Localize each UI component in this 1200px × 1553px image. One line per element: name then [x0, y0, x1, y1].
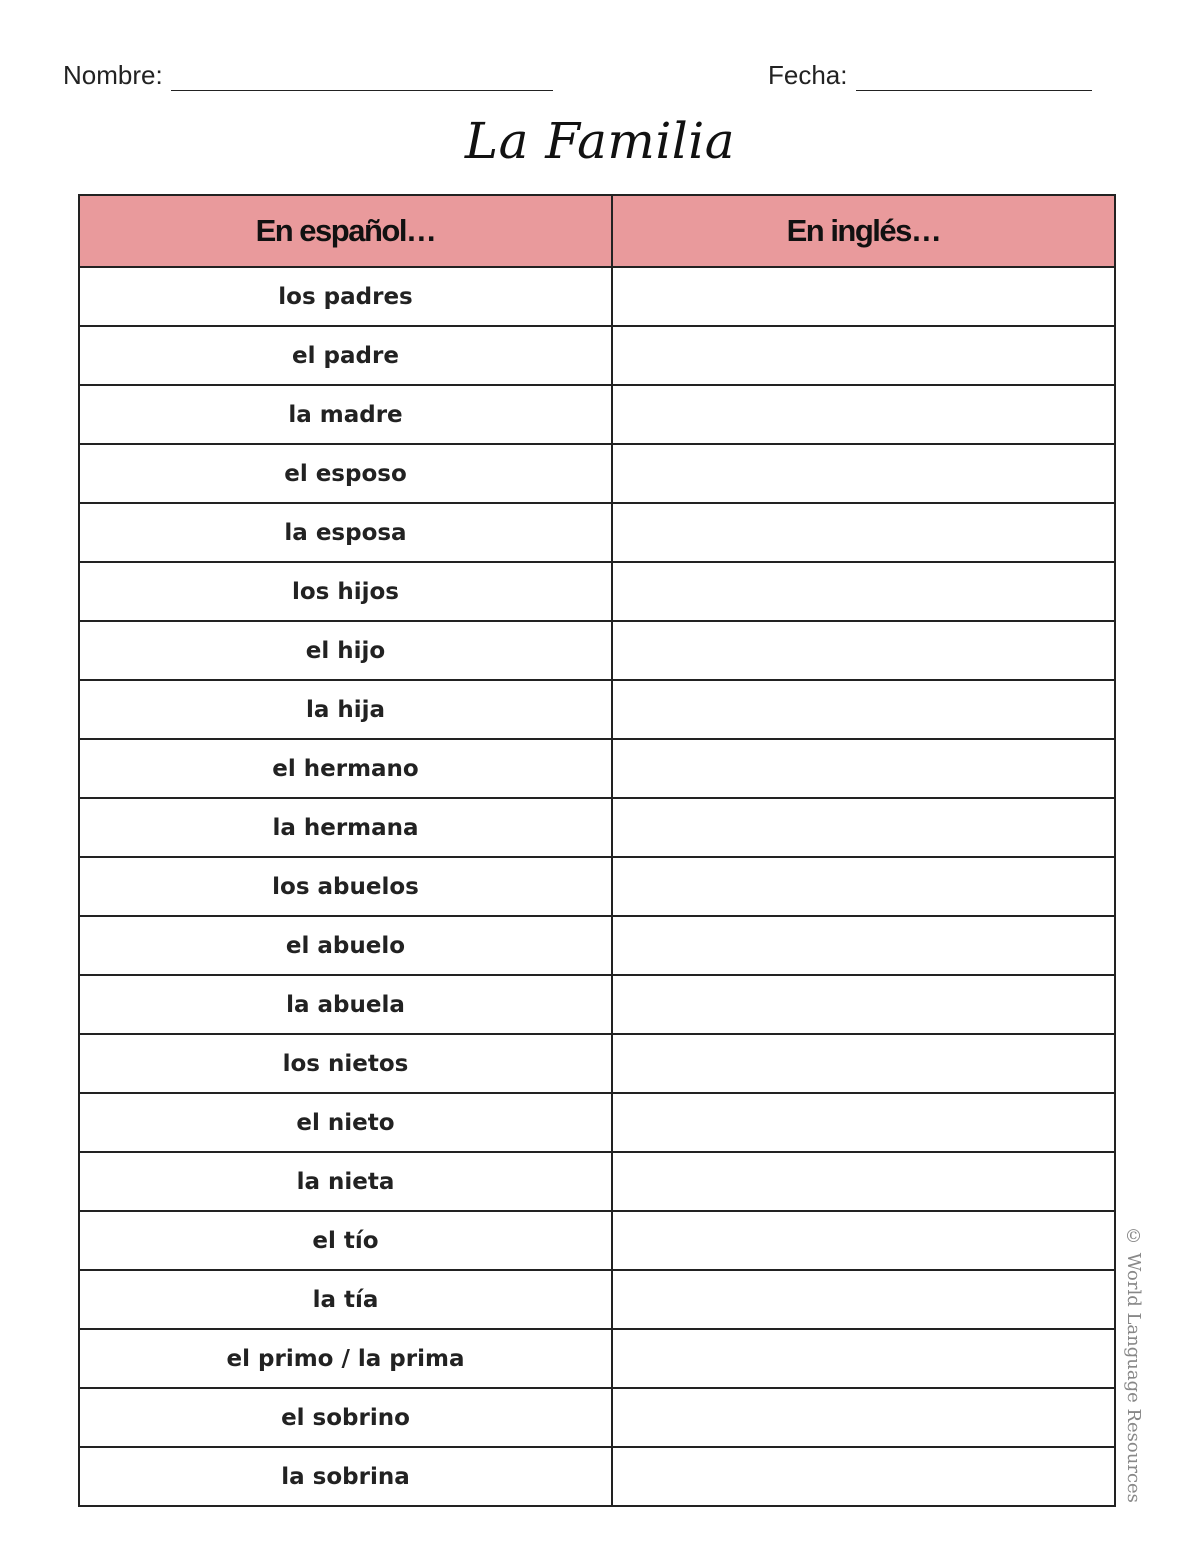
date-field-group — [768, 60, 1092, 91]
table-row — [79, 857, 1115, 916]
table-row — [79, 267, 1115, 326]
table-row — [79, 975, 1115, 1034]
english-answer-cell[interactable] — [612, 857, 1115, 916]
table-row — [79, 503, 1115, 562]
spanish-term-cell: los padres — [79, 267, 612, 326]
english-answer-cell[interactable] — [612, 562, 1115, 621]
table-row — [79, 1270, 1115, 1329]
english-answer-cell[interactable] — [612, 916, 1115, 975]
date-blank-line[interactable] — [856, 60, 1092, 91]
table-row — [79, 562, 1115, 621]
table-row — [79, 680, 1115, 739]
table-row — [79, 1329, 1115, 1388]
spanish-term-cell: la madre — [79, 385, 612, 444]
english-answer-cell[interactable] — [612, 385, 1115, 444]
spanish-term-cell: el sobrino — [79, 1388, 612, 1447]
english-answer-cell[interactable] — [612, 798, 1115, 857]
english-answer-cell[interactable] — [612, 621, 1115, 680]
spanish-term-cell: la hermana — [79, 798, 612, 857]
page-title: La Familia — [464, 112, 736, 170]
table-row — [79, 1152, 1115, 1211]
spanish-term-cell: el tío — [79, 1211, 612, 1270]
spanish-term-cell: los abuelos — [79, 857, 612, 916]
spanish-term-cell: la sobrina — [79, 1447, 612, 1506]
english-answer-cell[interactable] — [612, 1447, 1115, 1506]
spanish-term-cell: el nieto — [79, 1093, 612, 1152]
table-row — [79, 739, 1115, 798]
english-answer-cell[interactable] — [612, 1329, 1115, 1388]
spanish-term-cell: el primo / la prima — [79, 1329, 612, 1388]
english-answer-cell[interactable] — [612, 1152, 1115, 1211]
table-row — [79, 326, 1115, 385]
spanish-term-cell: la esposa — [79, 503, 612, 562]
english-answer-cell[interactable] — [612, 1388, 1115, 1447]
spanish-term-cell: el padre — [79, 326, 612, 385]
spanish-term-cell: el hermano — [79, 739, 612, 798]
english-answer-cell[interactable] — [612, 503, 1115, 562]
english-answer-cell[interactable] — [612, 267, 1115, 326]
name-blank-line[interactable] — [171, 60, 553, 91]
english-answer-cell[interactable] — [612, 680, 1115, 739]
spanish-term-cell: la abuela — [79, 975, 612, 1034]
table-row — [79, 798, 1115, 857]
spanish-term-cell: los nietos — [79, 1034, 612, 1093]
spanish-term-cell: los hijos — [79, 562, 612, 621]
spanish-term-cell: el hijo — [79, 621, 612, 680]
table-row — [79, 1388, 1115, 1447]
table-row — [79, 1034, 1115, 1093]
table-row — [79, 916, 1115, 975]
vocabulary-table — [78, 194, 1116, 1507]
table-row — [79, 444, 1115, 503]
copyright-text: © World Language Resources — [1123, 1226, 1144, 1503]
column-header-spanish: En español… — [79, 195, 612, 267]
spanish-term-cell: la tía — [79, 1270, 612, 1329]
column-header-english: En inglés… — [612, 195, 1115, 267]
name-field-group — [63, 60, 553, 91]
spanish-term-cell: la nieta — [79, 1152, 612, 1211]
name-label: Nombre: — [63, 60, 163, 90]
english-answer-cell[interactable] — [612, 1270, 1115, 1329]
table-row — [79, 385, 1115, 444]
english-answer-cell[interactable] — [612, 326, 1115, 385]
spanish-term-cell: el esposo — [79, 444, 612, 503]
table-row — [79, 1447, 1115, 1506]
spanish-term-cell: el abuelo — [79, 916, 612, 975]
english-answer-cell[interactable] — [612, 1211, 1115, 1270]
english-answer-cell[interactable] — [612, 1034, 1115, 1093]
table-header-row — [79, 195, 1115, 267]
english-answer-cell[interactable] — [612, 739, 1115, 798]
english-answer-cell[interactable] — [612, 975, 1115, 1034]
table-row — [79, 1093, 1115, 1152]
english-answer-cell[interactable] — [612, 444, 1115, 503]
english-answer-cell[interactable] — [612, 1093, 1115, 1152]
date-label: Fecha: — [768, 60, 848, 90]
spanish-term-cell: la hija — [79, 680, 612, 739]
table-row — [79, 1211, 1115, 1270]
table-body — [79, 267, 1115, 1506]
table-row — [79, 621, 1115, 680]
